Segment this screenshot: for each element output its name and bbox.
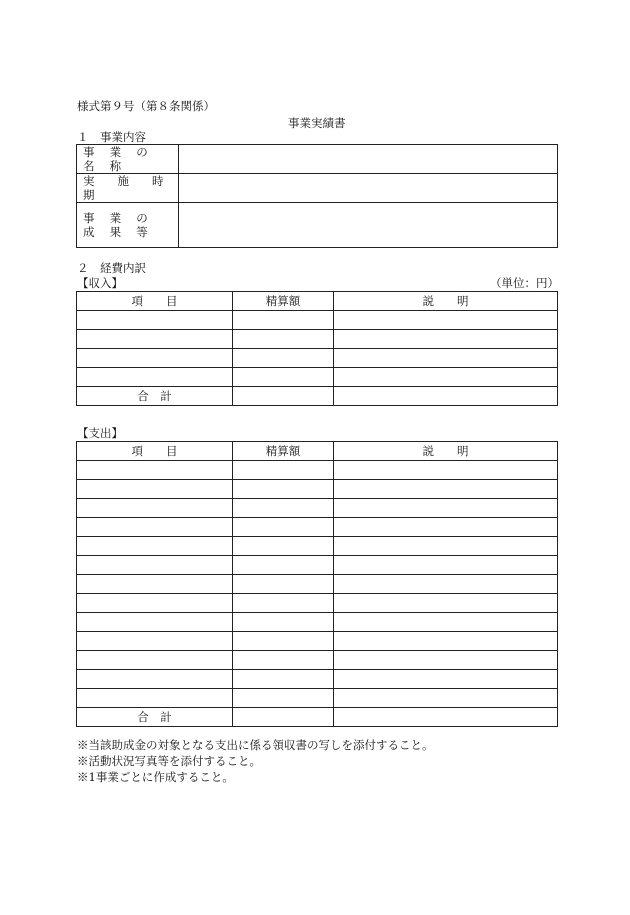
table-row: [77, 575, 558, 594]
table-row: [77, 556, 558, 575]
amount-cell[interactable]: [233, 537, 334, 556]
item-cell[interactable]: [77, 632, 233, 651]
desc-cell[interactable]: [334, 499, 558, 518]
total-row: [77, 708, 558, 727]
desc-cell[interactable]: [334, 480, 558, 499]
item-cell[interactable]: [77, 651, 233, 670]
total-row: [77, 387, 558, 406]
amount-cell[interactable]: [233, 311, 334, 330]
item-cell[interactable]: [77, 480, 233, 499]
table-row: [77, 368, 558, 387]
income-header-row: [77, 292, 558, 311]
item-cell[interactable]: [77, 575, 233, 594]
total-desc-cell[interactable]: [334, 387, 558, 406]
expense-header-row: [77, 442, 558, 461]
note-photos: ※活動状況写真等を添付すること。: [77, 754, 261, 768]
total-label: 合 計: [77, 387, 233, 406]
desc-cell[interactable]: [334, 575, 558, 594]
note-per-business: ※1事業ごとに作成すること。: [77, 770, 234, 784]
business-content-table: [76, 144, 558, 248]
business-results-label: 事 業 の 成 果 等: [77, 203, 179, 248]
col-amount-header: 精算額: [233, 442, 334, 461]
col-amount-header: 精算額: [233, 292, 334, 311]
item-cell[interactable]: [77, 330, 233, 349]
income-table: [76, 291, 558, 406]
desc-cell[interactable]: [334, 689, 558, 708]
desc-cell[interactable]: [334, 518, 558, 537]
desc-cell[interactable]: [334, 594, 558, 613]
table-row: [77, 632, 558, 651]
document-title: 事業実績書: [288, 116, 346, 130]
amount-cell[interactable]: [233, 632, 334, 651]
amount-cell[interactable]: [233, 556, 334, 575]
desc-cell[interactable]: [334, 651, 558, 670]
item-cell[interactable]: [77, 461, 233, 480]
item-cell[interactable]: [77, 594, 233, 613]
desc-cell[interactable]: [334, 349, 558, 368]
item-cell[interactable]: [77, 556, 233, 575]
table-row: [77, 651, 558, 670]
expense-label: 【支出】: [77, 426, 123, 440]
amount-cell[interactable]: [233, 461, 334, 480]
table-row: [77, 330, 558, 349]
expense-table: [76, 441, 558, 727]
item-cell[interactable]: [77, 537, 233, 556]
total-desc-cell[interactable]: [334, 708, 558, 727]
table-row: [77, 518, 558, 537]
col-item-header: 項 目: [77, 442, 233, 461]
desc-cell[interactable]: [334, 368, 558, 387]
table-row: [77, 613, 558, 632]
col-desc-header: 説 明: [334, 292, 558, 311]
desc-cell[interactable]: [334, 556, 558, 575]
table-row: [77, 461, 558, 480]
amount-cell[interactable]: [233, 613, 334, 632]
table-row: [77, 670, 558, 689]
amount-cell[interactable]: [233, 670, 334, 689]
desc-cell[interactable]: [334, 311, 558, 330]
item-cell[interactable]: [77, 311, 233, 330]
col-desc-header: 説 明: [334, 442, 558, 461]
desc-cell[interactable]: [334, 632, 558, 651]
table-row: [77, 594, 558, 613]
amount-cell[interactable]: [233, 518, 334, 537]
table-row: [77, 349, 558, 368]
unit-label: （単位：円）: [490, 276, 559, 290]
table-row: [77, 689, 558, 708]
business-name-field[interactable]: [179, 145, 558, 174]
item-cell[interactable]: [77, 499, 233, 518]
total-amount-cell[interactable]: [233, 708, 334, 727]
table-row: [77, 499, 558, 518]
business-results-field[interactable]: [179, 203, 558, 248]
item-cell[interactable]: [77, 349, 233, 368]
form-label: 様式第９号（第８条関係）: [77, 99, 215, 113]
implementation-period-label: 実 施 時 期: [77, 174, 179, 203]
total-amount-cell[interactable]: [233, 387, 334, 406]
amount-cell[interactable]: [233, 499, 334, 518]
item-cell[interactable]: [77, 613, 233, 632]
desc-cell[interactable]: [334, 670, 558, 689]
business-name-label: 事 業 の 名 称: [77, 145, 179, 174]
amount-cell[interactable]: [233, 480, 334, 499]
item-cell[interactable]: [77, 368, 233, 387]
desc-cell[interactable]: [334, 461, 558, 480]
amount-cell[interactable]: [233, 689, 334, 708]
amount-cell[interactable]: [233, 594, 334, 613]
col-item-header: 項 目: [77, 292, 233, 311]
income-label: 【収入】: [77, 276, 123, 290]
item-cell[interactable]: [77, 518, 233, 537]
item-cell[interactable]: [77, 670, 233, 689]
desc-cell[interactable]: [334, 613, 558, 632]
amount-cell[interactable]: [233, 330, 334, 349]
desc-cell[interactable]: [334, 537, 558, 556]
desc-cell[interactable]: [334, 330, 558, 349]
amount-cell[interactable]: [233, 349, 334, 368]
section1-heading: １ 事業内容: [77, 130, 146, 144]
table-row: [77, 537, 558, 556]
implementation-period-field[interactable]: [179, 174, 558, 203]
amount-cell[interactable]: [233, 368, 334, 387]
amount-cell[interactable]: [233, 575, 334, 594]
amount-cell[interactable]: [233, 651, 334, 670]
item-cell[interactable]: [77, 689, 233, 708]
table-row: [77, 480, 558, 499]
note-receipts: ※当該助成金の対象となる支出に係る領収書の写しを添付すること。: [77, 738, 434, 752]
table-row: [77, 311, 558, 330]
section2-heading: ２ 経費内訳: [77, 261, 146, 275]
total-label: 合 計: [77, 708, 233, 727]
